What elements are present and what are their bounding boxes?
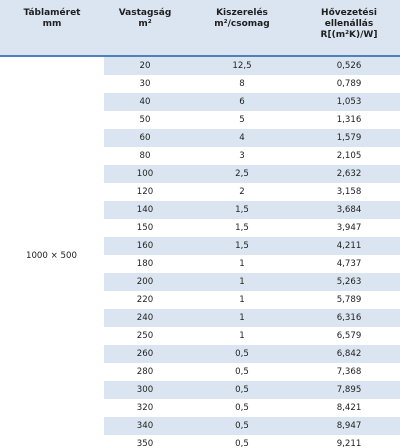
header-text: Hővezetési xyxy=(321,8,377,18)
package-cell: 12,5 xyxy=(186,56,298,75)
table-row xyxy=(0,56,400,75)
thickness-cell: 320 xyxy=(104,399,186,417)
thickness-cell: 300 xyxy=(104,381,186,399)
resistance-cell: 3,947 xyxy=(298,219,400,237)
package-cell: 2 xyxy=(186,183,298,201)
package-cell: 1,5 xyxy=(186,201,298,219)
resistance-cell: 0,526 xyxy=(298,56,400,75)
thickness-cell: 150 xyxy=(104,219,186,237)
thickness-cell: 350 xyxy=(104,435,186,448)
thickness-cell: 50 xyxy=(104,111,186,129)
header-text: ellenállás xyxy=(324,19,374,29)
package-cell: 1 xyxy=(186,273,298,291)
resistance-cell: 9,211 xyxy=(298,435,400,448)
package-cell: 3 xyxy=(186,147,298,165)
thickness-cell: 200 xyxy=(104,273,186,291)
package-cell: 1 xyxy=(186,291,298,309)
thickness-cell: 20 xyxy=(104,56,186,75)
resistance-cell: 7,368 xyxy=(298,363,400,381)
package-cell: 4 xyxy=(186,129,298,147)
package-cell: 5 xyxy=(186,111,298,129)
resistance-cell: 4,211 xyxy=(298,237,400,255)
resistance-cell: 6,316 xyxy=(298,309,400,327)
header-row xyxy=(0,0,400,56)
thickness-cell: 80 xyxy=(104,147,186,165)
package-cell: 0,5 xyxy=(186,399,298,417)
header-text: Kiszerelés xyxy=(216,8,268,18)
package-cell: 0,5 xyxy=(186,435,298,448)
header-text: R[(m²K)/W] xyxy=(320,30,378,40)
header-text: mm xyxy=(42,19,62,29)
header-package xyxy=(186,0,298,56)
thickness-cell: 240 xyxy=(104,309,186,327)
package-cell: 1,5 xyxy=(186,237,298,255)
resistance-cell: 3,158 xyxy=(298,183,400,201)
header-resistance xyxy=(298,0,400,56)
package-cell: 1,5 xyxy=(186,219,298,237)
resistance-cell: 8,947 xyxy=(298,417,400,435)
thickness-cell: 100 xyxy=(104,165,186,183)
resistance-cell: 6,579 xyxy=(298,327,400,345)
header-thickness xyxy=(104,0,186,56)
resistance-cell: 7,895 xyxy=(298,381,400,399)
table-body xyxy=(0,56,400,448)
package-cell: 0,5 xyxy=(186,417,298,435)
resistance-cell: 4,737 xyxy=(298,255,400,273)
package-cell: 0,5 xyxy=(186,363,298,381)
package-cell: 8 xyxy=(186,75,298,93)
resistance-cell: 0,789 xyxy=(298,75,400,93)
package-cell: 2,5 xyxy=(186,165,298,183)
resistance-cell: 1,053 xyxy=(298,93,400,111)
package-cell: 6 xyxy=(186,93,298,111)
thickness-cell: 40 xyxy=(104,93,186,111)
resistance-cell: 2,105 xyxy=(298,147,400,165)
resistance-cell: 1,579 xyxy=(298,129,400,147)
table-header xyxy=(0,0,400,56)
resistance-cell: 1,316 xyxy=(298,111,400,129)
thickness-cell: 220 xyxy=(104,291,186,309)
table-size-cell: 1000 × 500 xyxy=(0,56,104,448)
thickness-cell: 60 xyxy=(104,129,186,147)
header-text: Táblaméret xyxy=(23,8,81,18)
resistance-cell: 6,842 xyxy=(298,345,400,363)
header-text: m²/csomag xyxy=(214,19,270,29)
package-cell: 1 xyxy=(186,255,298,273)
package-cell: 0,5 xyxy=(186,345,298,363)
thickness-cell: 250 xyxy=(104,327,186,345)
thickness-cell: 340 xyxy=(104,417,186,435)
package-cell: 1 xyxy=(186,309,298,327)
package-cell: 0,5 xyxy=(186,381,298,399)
thickness-cell: 160 xyxy=(104,237,186,255)
thickness-cell: 280 xyxy=(104,363,186,381)
header-table-size xyxy=(0,0,104,56)
resistance-cell: 3,684 xyxy=(298,201,400,219)
thickness-cell: 180 xyxy=(104,255,186,273)
resistance-cell: 8,421 xyxy=(298,399,400,417)
thickness-cell: 140 xyxy=(104,201,186,219)
header-text: m² xyxy=(138,19,152,29)
resistance-cell: 5,789 xyxy=(298,291,400,309)
resistance-cell: 5,263 xyxy=(298,273,400,291)
package-cell: 1 xyxy=(186,327,298,345)
thickness-cell: 30 xyxy=(104,75,186,93)
header-text: Vastagság xyxy=(118,8,172,18)
thickness-cell: 260 xyxy=(104,345,186,363)
resistance-cell: 2,632 xyxy=(298,165,400,183)
thickness-cell: 120 xyxy=(104,183,186,201)
